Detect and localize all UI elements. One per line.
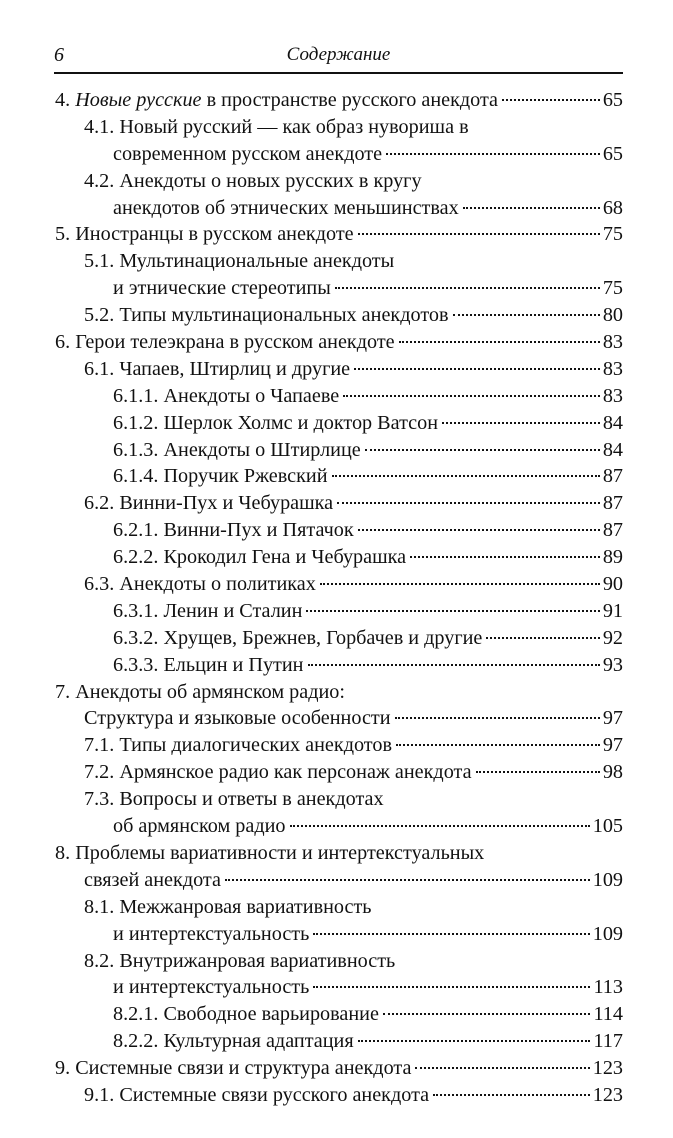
toc-entry-number: 4.	[55, 89, 76, 111]
toc-entry-page: 123	[592, 1057, 623, 1080]
toc-entry-page: 75	[602, 277, 623, 300]
toc-entry-page: 83	[602, 331, 623, 354]
toc-entry-page: 65	[602, 89, 623, 111]
toc-entry-page: 90	[602, 573, 623, 596]
toc-entry-title: 5. Иностранцы в русском анекдоте	[55, 223, 354, 246]
toc-entry	[55, 87, 623, 114]
dot-leader	[399, 341, 600, 343]
dot-leader	[502, 99, 600, 101]
toc-entry-page: 93	[602, 653, 623, 676]
toc-entry	[55, 437, 623, 464]
toc-entry	[55, 974, 623, 1001]
running-title: Содержание	[286, 44, 391, 65]
toc-entry-page: 113	[593, 976, 623, 999]
toc-entry	[55, 410, 623, 437]
toc-entry-title: 6.2.1. Винни-Пух и Пятачок	[113, 519, 354, 542]
toc-entry	[55, 1028, 623, 1055]
dot-leader	[433, 1094, 590, 1096]
dot-leader	[306, 610, 599, 612]
dot-leader	[476, 771, 600, 773]
toc-entry-title: 4.1. Новый русский — как образ нувориша в	[84, 115, 469, 138]
toc-entry-title: 8.2. Внутрижанровая вариативность	[84, 949, 396, 972]
toc-entry	[55, 1055, 623, 1082]
toc-entry	[55, 679, 623, 706]
toc-entry	[55, 141, 623, 168]
toc-entry-title: 6.1.2. Шерлок Холмс и доктор Ватсон	[113, 411, 439, 434]
toc-entry-title: 6.2.2. Крокодил Гена и Чебурашка	[113, 546, 407, 569]
dot-leader	[365, 449, 600, 451]
toc-entry	[55, 168, 623, 195]
toc-entry-title: 9.1. Системные связи русского анекдота	[84, 1083, 430, 1106]
toc-entry-page: 83	[602, 357, 623, 380]
table-of-contents	[55, 87, 623, 1109]
toc-entry-italic-term: Новые русские	[75, 89, 202, 111]
toc-entry-page: 117	[593, 1030, 623, 1053]
dot-leader	[320, 583, 600, 585]
toc-entry-title: 8. Проблемы вариативности и интертекстуальных	[55, 841, 485, 864]
toc-entry	[55, 840, 623, 867]
toc-entry	[55, 490, 623, 517]
toc-entry	[55, 867, 623, 894]
dot-leader	[358, 529, 600, 531]
dot-leader	[463, 207, 600, 209]
toc-entry-page: 68	[602, 196, 623, 219]
toc-entry-page: 83	[602, 384, 623, 407]
toc-entry-title: 5.2. Типы мультинациональных анекдотов	[84, 304, 449, 327]
toc-entry	[55, 652, 623, 679]
dot-leader	[442, 422, 600, 424]
toc-entry-title-rest: в пространстве русского анекдота	[201, 89, 499, 111]
toc-entry-title: 6.1.4. Поручик Ржевский	[113, 465, 328, 488]
toc-entry	[55, 598, 623, 625]
toc-entry-title: 6.3.1. Ленин и Сталин	[113, 599, 303, 622]
toc-entry-title: Структура и языковые особенности	[84, 707, 391, 730]
dot-leader	[337, 502, 600, 504]
toc-entry-title: и интертекстуальность	[113, 976, 310, 999]
toc-entry-page: 114	[593, 1003, 623, 1026]
dot-leader	[335, 287, 600, 289]
toc-entry-title: 6.3. Анекдоты о политиках	[84, 573, 316, 596]
toc-entry-title: 6.1.1. Анекдоты о Чапаеве	[113, 384, 340, 407]
toc-entry-page: 89	[602, 546, 623, 569]
dot-leader	[386, 153, 600, 155]
toc-entry	[55, 463, 623, 490]
dot-leader	[313, 933, 589, 935]
toc-entry	[55, 732, 623, 759]
page-header	[54, 44, 623, 74]
toc-entry-title: 7.2. Армянское радио как персонаж анекдота	[84, 761, 472, 784]
toc-entry-title: 6.2. Винни-Пух и Чебурашка	[84, 492, 334, 515]
toc-entry	[55, 786, 623, 813]
toc-entry-title: современном русском анекдоте	[113, 142, 383, 165]
toc-entry	[55, 625, 623, 652]
toc-entry-title: 8.1. Межжанровая вариативность	[84, 895, 372, 918]
toc-entry-title: 7. Анекдоты об армянском радио:	[55, 680, 345, 703]
toc-entry-title: 8.2.1. Свободное варьирование	[113, 1003, 379, 1026]
toc-entry	[55, 1001, 623, 1028]
toc-entry-page: 84	[602, 411, 623, 434]
toc-entry-page: 80	[602, 304, 623, 327]
toc-entry-title: 6. Герои телеэкрана в русском анекдоте	[55, 331, 395, 354]
toc-entry-page: 98	[602, 761, 623, 784]
toc-entry-title: 5.1. Мультинациональные анекдоты	[84, 250, 395, 273]
toc-entry	[55, 921, 623, 948]
toc-entry-page: 123	[592, 1083, 623, 1106]
toc-entry-title: 6.1.3. Анекдоты о Штирлице	[113, 438, 361, 461]
toc-entry	[55, 195, 623, 222]
toc-entry-page: 87	[602, 492, 623, 515]
toc-entry-title: 6.1. Чапаев, Штирлиц и другие	[84, 357, 351, 380]
toc-entry-page: 84	[602, 438, 623, 461]
toc-entry-title: и интертекстуальность	[113, 922, 310, 945]
toc-entry	[55, 302, 623, 329]
dot-leader	[415, 1067, 589, 1069]
toc-entry	[55, 329, 623, 356]
toc-entry	[55, 571, 623, 598]
toc-entry	[55, 705, 623, 732]
toc-entry-title: 4.2. Анекдоты о новых русских в кругу	[84, 169, 422, 192]
toc-entry	[55, 275, 623, 302]
toc-entry-title: 8.2.2. Культурная адаптация	[113, 1030, 354, 1053]
toc-entry	[55, 114, 623, 141]
toc-entry-page: 65	[602, 142, 623, 165]
dot-leader	[308, 664, 600, 666]
toc-entry	[55, 813, 623, 840]
toc-entry-title: 6.3.2. Хрущев, Брежнев, Горбачев и другие	[113, 626, 483, 649]
dot-leader	[410, 556, 600, 558]
dot-leader	[358, 233, 600, 235]
toc-entry-title: и этнические стереотипы	[113, 277, 331, 300]
toc-entry-title: 9. Системные связи и структура анекдота	[55, 1057, 412, 1080]
toc-entry	[55, 383, 623, 410]
toc-entry-title: 7.1. Типы диалогических анекдотов	[84, 734, 392, 757]
toc-entry-page: 97	[602, 707, 623, 730]
toc-entry-title: об армянском радио	[113, 815, 286, 838]
toc-entry-title: 6.3.3. Ельцин и Путин	[113, 653, 304, 676]
toc-entry	[55, 544, 623, 571]
dot-leader	[290, 825, 590, 827]
toc-entry	[55, 221, 623, 248]
toc-entry	[55, 248, 623, 275]
dot-leader	[225, 879, 590, 881]
dot-leader	[395, 717, 600, 719]
toc-entry-page: 87	[602, 465, 623, 488]
toc-entry	[55, 1082, 623, 1109]
toc-entry-title: 7.3. Вопросы и ответы в анекдотах	[84, 788, 384, 811]
toc-entry-page: 109	[592, 922, 623, 945]
toc-entry	[55, 356, 623, 383]
toc-entry-title	[55, 87, 498, 114]
toc-entry	[55, 517, 623, 544]
dot-leader	[358, 1040, 591, 1042]
dot-leader	[383, 1013, 591, 1015]
toc-entry-title: анекдотов об этнических меньшинствах	[113, 196, 459, 219]
toc-entry-page: 92	[602, 626, 623, 649]
dot-leader	[396, 744, 600, 746]
dot-leader	[332, 475, 600, 477]
dot-leader	[354, 368, 600, 370]
page-number: 6	[54, 44, 64, 66]
toc-entry-page: 87	[602, 519, 623, 542]
dot-leader	[343, 395, 600, 397]
toc-entry-page: 105	[592, 815, 623, 838]
dot-leader	[486, 637, 599, 639]
toc-entry-page: 109	[592, 868, 623, 891]
toc-entry	[55, 759, 623, 786]
toc-entry-title: связей анекдота	[84, 868, 221, 891]
toc-entry-page: 97	[602, 734, 623, 757]
toc-entry-page: 91	[602, 599, 623, 622]
dot-leader	[313, 986, 590, 988]
toc-entry-page: 75	[602, 223, 623, 246]
toc-entry	[55, 948, 623, 975]
toc-entry	[55, 894, 623, 921]
dot-leader	[453, 314, 600, 316]
